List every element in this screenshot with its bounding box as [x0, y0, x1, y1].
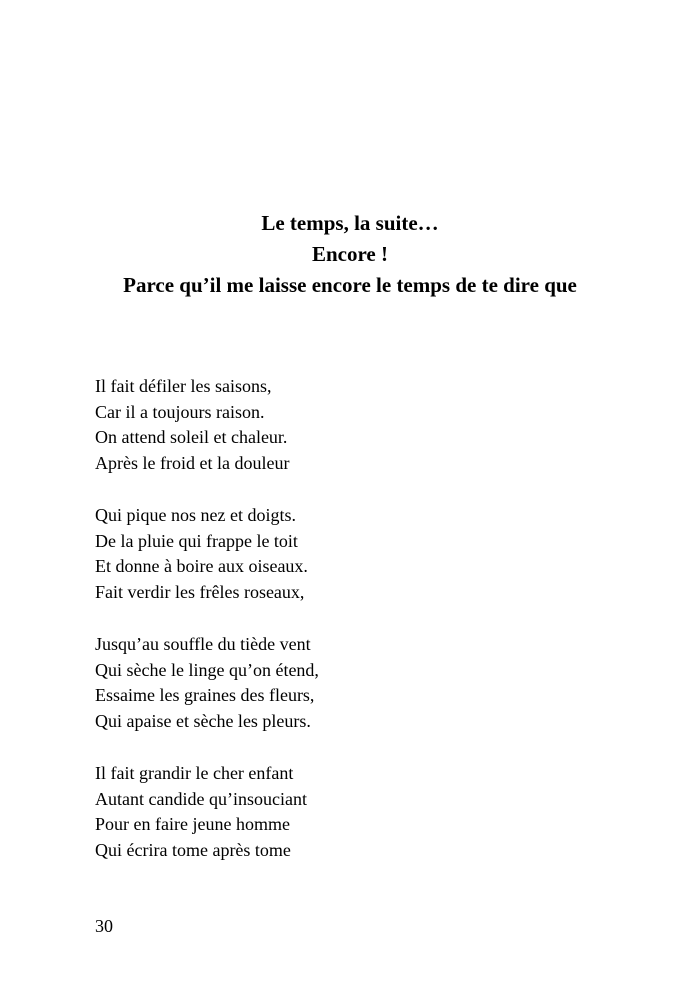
- title-line-2: Encore !: [311, 242, 388, 266]
- title-line-3: Parce qu’il me laisse encore le temps de te dire que: [123, 273, 577, 297]
- page-number: 30: [95, 916, 113, 936]
- verse: Qui apaise et sèche les pleurs.: [95, 710, 311, 731]
- verse: Qui sèche le linge qu’on étend,: [95, 659, 319, 680]
- stanza-2: [95, 503, 319, 605]
- verse: Autant candide qu’insouciant: [95, 788, 307, 809]
- stanza-1: [95, 374, 319, 476]
- verse: Fait verdir les frêles roseaux,: [95, 581, 305, 602]
- verse: Il fait grandir le cher enfant: [95, 763, 294, 783]
- verse: Jusqu’au souffle du tiède vent: [95, 634, 311, 654]
- verse: Après le froid et la douleur: [95, 452, 290, 473]
- verse: On attend soleil et chaleur.: [95, 427, 288, 447]
- verse: Qui écrira tome après tome: [95, 839, 291, 860]
- stanza-4: [95, 761, 319, 863]
- poem-body: [95, 374, 319, 890]
- stanza-3: [95, 632, 319, 734]
- verse: Il fait défiler les saisons,: [95, 376, 272, 396]
- verse: Et donne à boire aux oiseaux.: [95, 556, 308, 576]
- title-line-1: Le temps, la suite…: [261, 211, 439, 235]
- verse: Car il a toujours raison.: [95, 401, 265, 422]
- verse: De la pluie qui frappe le toit: [95, 530, 298, 551]
- verse: Essaime les graines des fleurs,: [95, 685, 315, 705]
- verse: Qui pique nos nez et doigts.: [95, 505, 296, 525]
- poem-title: [0, 208, 700, 301]
- verse: Pour en faire jeune homme: [95, 814, 290, 834]
